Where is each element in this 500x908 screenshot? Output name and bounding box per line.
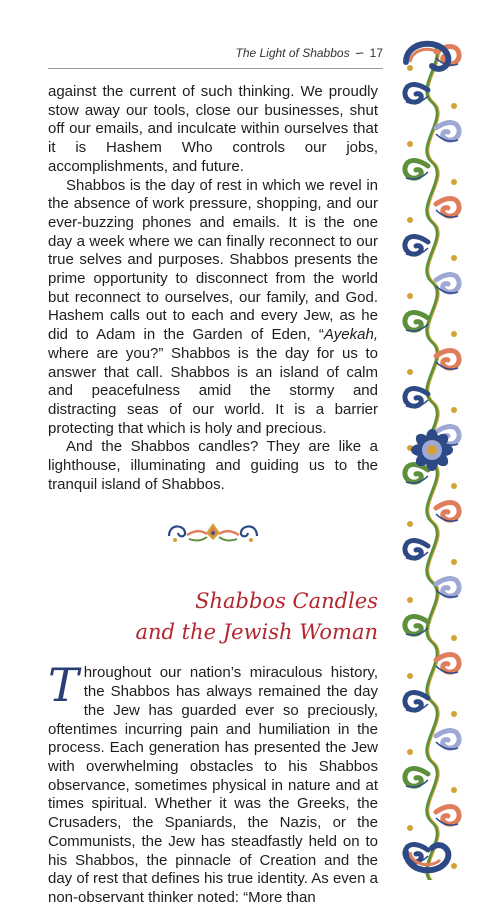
paragraph-text: Shabbos is the day of rest in which we revel in the absence of work pressure, shopping, and our ever-buzzing phones and emails. It is the one day a week where we can finally reconnect to our true selves and purposes. Shabbos presents the prime opportunity to disconnect from the world but reconnect to ourselves, our family, and God. Hashem calls out to each and every Jew, as he did to Adam in the Garden of Eden, “ xyxy=(48,176,378,344)
paragraph xyxy=(48,658,378,907)
paragraph-text: hroughout our nation’s miraculous history, the Shabbos has always remained the day the Jew has guarded ever so preciously, oftentimes incurring pain and humiliation in the process. Each generation has presented the Jew with overwhelming obstacles to his Shabbos observance, sometimes physical in nature and at times spiritual. Whether it was the Greeks, the Crusaders, the Spaniards, the Nazis, or the Communists, the Jew has steadfastly held on to his Shabbos, the pinnacle of Creation and the day of rest that defines his true identity. As even a non-observant thinker noted: “More than xyxy=(48,664,378,906)
page-body xyxy=(48,83,378,908)
paragraph-text: where are you?” Shabbos is the day for us to answer that call. Shabbos is an island of calm and peacefulness amid the stormy and distracting seas of our world. It is a barrier protecting that which is holy and precious. xyxy=(48,344,378,437)
running-title: The Light of Shabbos xyxy=(235,46,350,60)
floral-border-icon xyxy=(396,32,468,880)
swash-ornament-icon: ∽ xyxy=(354,46,365,60)
page-number: 17 xyxy=(369,46,383,60)
drop-cap: T xyxy=(48,658,79,713)
section-title-line: and the Jewish Woman xyxy=(135,620,378,645)
floral-divider-icon xyxy=(163,520,263,544)
paragraph xyxy=(48,177,378,439)
running-header xyxy=(48,46,383,60)
header-rule xyxy=(48,68,383,69)
italic-term: Ayekah, xyxy=(323,326,378,344)
section-title-line: Shabbos Candles xyxy=(195,589,378,614)
paragraph: against the current of such thinking. We proudly stow away our tools, close our businesses, shut off our emails, and inculcate within ourselves that it is Hashem Who controls our jobs, accomplishments, and future. xyxy=(48,83,378,175)
section-title xyxy=(48,586,378,648)
paragraph: And the Shabbos candles? They are like a lighthouse, illuminating and guiding us to the tranquil island of Shabbos. xyxy=(48,438,378,493)
